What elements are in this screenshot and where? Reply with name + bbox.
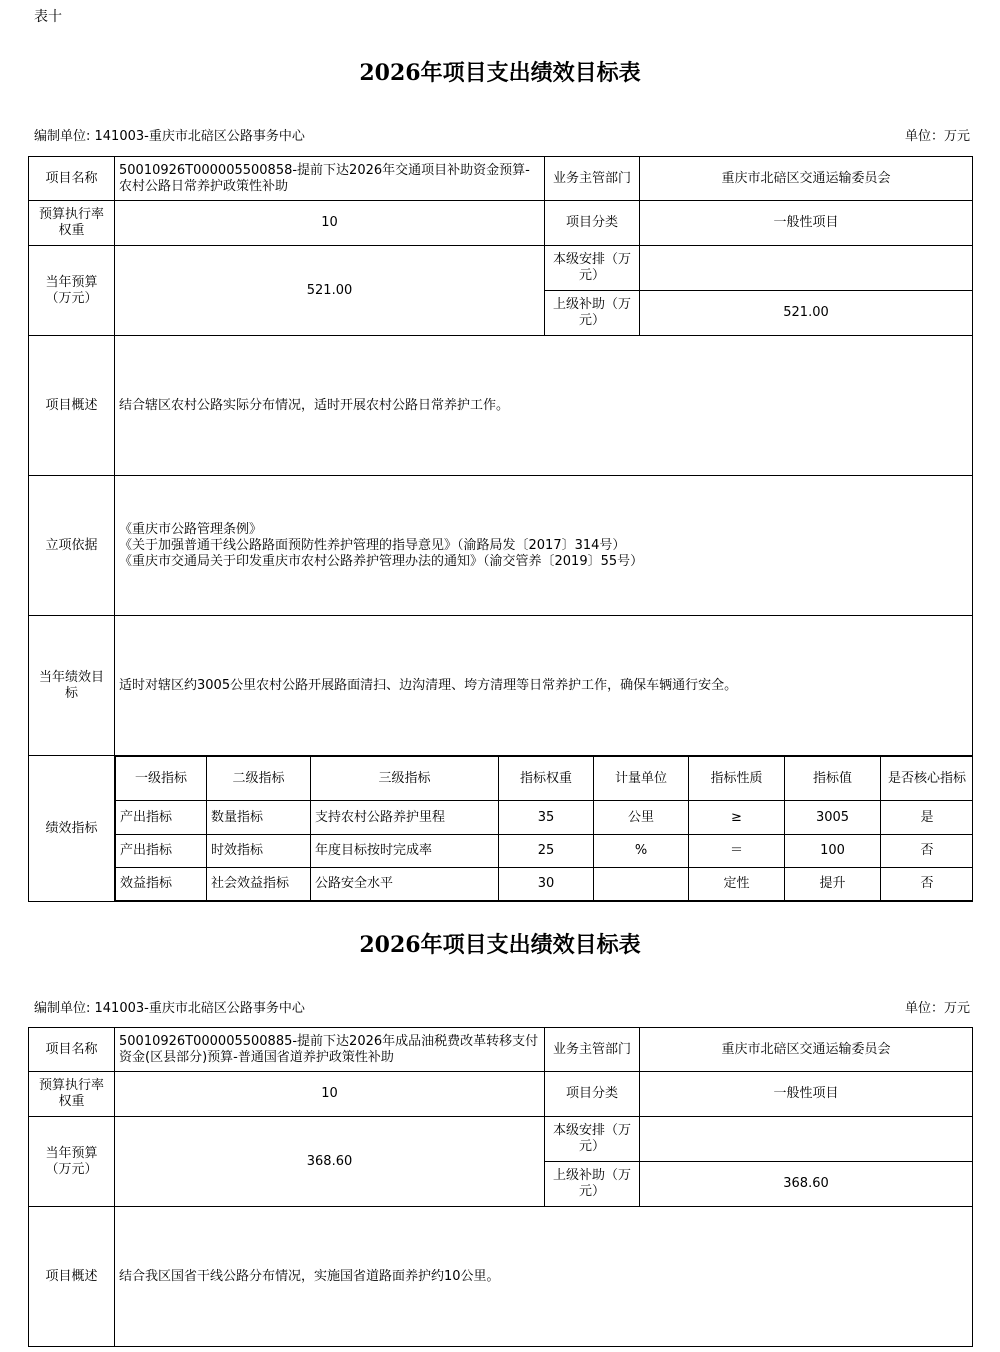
- compiling-unit: 编制单位: 141003-重庆市北碚区公路事务中心: [34, 129, 305, 144]
- indicator-header: 指标权重: [499, 757, 594, 801]
- indicator-header: 指标值: [785, 757, 881, 801]
- local-arrangement-value: [640, 246, 973, 291]
- indicator-header: 三级指标: [311, 757, 499, 801]
- overview-value: 结合辖区农村公路实际分布情况，适时开展农村公路日常养护工作。: [115, 336, 973, 476]
- page-title: 2026年项目支出绩效目标表: [359, 932, 641, 958]
- weight-value: 10: [115, 201, 545, 246]
- label-dept: 业务主管部门: [545, 157, 640, 201]
- indicator-value: 3005: [785, 801, 881, 835]
- budget-value: 368.60: [115, 1117, 545, 1207]
- label-indicators: 绩效指标: [29, 756, 115, 902]
- label-category: 项目分类: [545, 1072, 640, 1117]
- label-category: 项目分类: [545, 201, 640, 246]
- upper-subsidy-value: 368.60: [640, 1162, 973, 1207]
- indicator-value: 100: [785, 835, 881, 868]
- indicator-level2: 社会效益指标: [207, 868, 311, 901]
- local-arrangement-value: [640, 1117, 973, 1162]
- basis-value: [115, 476, 973, 616]
- indicator-unit: %: [594, 835, 689, 868]
- indicator-cell: [115, 756, 973, 902]
- overview-value: 结合我区国省干线公路分布情况，实施国省道路面养护约10公里。: [115, 1207, 973, 1347]
- indicator-core: 否: [881, 835, 973, 868]
- category-value: 一般性项目: [640, 201, 973, 246]
- dept-value: 重庆市北碚区交通运输委员会: [640, 157, 973, 201]
- label-overview: 项目概述: [29, 1207, 115, 1347]
- label-local-arrangement: 本级安排（万元）: [545, 246, 640, 291]
- annual-goal-value: 适时对辖区约3005公里农村公路开展路面清扫、边沟清理、垮方清理等日常养护工作，确保车辆通行安全。: [115, 616, 973, 756]
- indicator-value: 提升: [785, 868, 881, 901]
- corner-label: 表十: [34, 9, 62, 25]
- indicator-level3: 公路安全水平: [311, 868, 499, 901]
- table-row: [116, 835, 973, 868]
- indicator-core: 否: [881, 868, 973, 901]
- label-budget: 当年预算（万元）: [29, 246, 115, 336]
- indicator-header: 指标性质: [689, 757, 785, 801]
- indicator-header: 计量单位: [594, 757, 689, 801]
- indicator-level2: 时效指标: [207, 835, 311, 868]
- table-row: [116, 801, 973, 835]
- label-dept: 业务主管部门: [545, 1028, 640, 1072]
- label-project-name: 项目名称: [29, 157, 115, 201]
- label-project-name: 项目名称: [29, 1028, 115, 1072]
- indicator-unit: 公里: [594, 801, 689, 835]
- currency-unit: 单位：万元: [904, 129, 970, 144]
- indicator-nature: 定性: [689, 868, 785, 901]
- indicator-level3: 年度目标按时完成率: [311, 835, 499, 868]
- indicator-header: 二级指标: [207, 757, 311, 801]
- indicator-level2: 数量指标: [207, 801, 311, 835]
- label-weight: 预算执行率权重: [29, 201, 115, 246]
- performance-table-2: [28, 1027, 973, 1347]
- indicator-header: 一级指标: [116, 757, 207, 801]
- indicator-header-row: [116, 757, 973, 801]
- label-upper-subsidy: 上级补助（万元）: [545, 291, 640, 336]
- category-value: 一般性项目: [640, 1072, 973, 1117]
- label-weight: 预算执行率权重: [29, 1072, 115, 1117]
- indicator-weight: 30: [499, 868, 594, 901]
- indicator-level1: 产出指标: [116, 801, 207, 835]
- basis-line: 《关于加强普通干线公路路面预防性养护管理的指导意见》（渝路局发〔2017〕314号）: [119, 537, 626, 553]
- weight-value: 10: [115, 1072, 545, 1117]
- basis-line: 《重庆市交通局关于印发重庆市农村公路养护管理办法的通知》（渝交管养〔2019〕55号）: [119, 553, 644, 569]
- indicator-level3: 支持农村公路养护里程: [311, 801, 499, 835]
- table-row: [116, 868, 973, 901]
- indicator-table: [115, 756, 973, 901]
- indicator-core: 是: [881, 801, 973, 835]
- project-name-value: 50010926T000005500858-提前下达2026年交通项目补助资金预算-农村公路日常养护政策性补助: [115, 157, 545, 201]
- indicator-weight: 25: [499, 835, 594, 868]
- indicator-nature: ＝: [689, 835, 785, 868]
- label-upper-subsidy: 上级补助（万元）: [545, 1162, 640, 1207]
- label-annual-goal: 当年绩效目标: [29, 616, 115, 756]
- label-basis: 立项依据: [29, 476, 115, 616]
- upper-subsidy-value: 521.00: [640, 291, 973, 336]
- label-budget: 当年预算（万元）: [29, 1117, 115, 1207]
- indicator-level1: 效益指标: [116, 868, 207, 901]
- compiling-unit: 编制单位: 141003-重庆市北碚区公路事务中心: [34, 1001, 305, 1016]
- page-title: 2026年项目支出绩效目标表: [359, 60, 641, 86]
- dept-value: 重庆市北碚区交通运输委员会: [640, 1028, 973, 1072]
- indicator-unit: [594, 868, 689, 901]
- indicator-level1: 产出指标: [116, 835, 207, 868]
- basis-line: 《重庆市公路管理条例》: [119, 521, 263, 537]
- project-name-value: 50010926T000005500885-提前下达2026年成品油税费改革转移支付资金(区县部分)预算-普通国省道养护政策性补助: [115, 1028, 545, 1072]
- currency-unit: 单位：万元: [904, 1001, 970, 1016]
- indicator-header: 是否核心指标: [881, 757, 973, 801]
- budget-value: 521.00: [115, 246, 545, 336]
- indicator-weight: 35: [499, 801, 594, 835]
- indicator-nature: ≥: [689, 801, 785, 835]
- performance-table-1: [28, 156, 973, 902]
- label-local-arrangement: 本级安排（万元）: [545, 1117, 640, 1162]
- label-overview: 项目概述: [29, 336, 115, 476]
